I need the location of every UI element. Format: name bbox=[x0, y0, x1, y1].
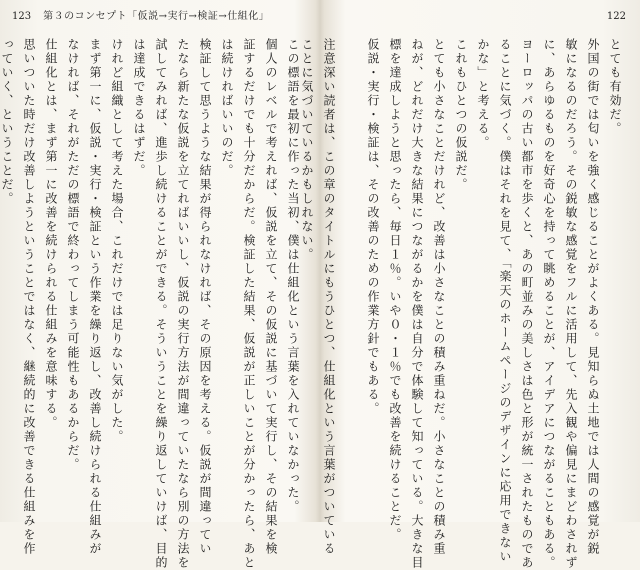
text-line: この標語を最初に作った当初、僕は仕組化という言葉を入れていなかった。 bbox=[286, 38, 300, 514]
text-line: かな」と考える。 bbox=[476, 38, 490, 150]
text-line: たなら新たな仮説を立てればいいし、仮説の実行方法が間違っていたなら別の方法を bbox=[176, 38, 190, 570]
text-line: は達成できるはずだ。 bbox=[132, 38, 146, 178]
text-line: これもひとつの仮説だ。 bbox=[454, 38, 468, 192]
text-line: 試してみれば、進歩し続けることができる。そういうことを繰り返していけば、目的 bbox=[154, 38, 168, 570]
text-line: 個人のレベルで考えれば、仮説を立て、その仮説に基づいて実行し、その結果を検 bbox=[264, 38, 278, 556]
text-line: けれど組織として考えた場合、これだけでは足りない気がした。 bbox=[110, 38, 124, 444]
text-line: ことに気づいているかもしれない。 bbox=[300, 38, 314, 262]
text-line: 証するだけでも十分だからだ。検証した結果、仮説が正しいことが分かったら、あと bbox=[242, 38, 256, 570]
text-line: 仮説・実行・検証は、その改善のための作業方針でもある。 bbox=[366, 38, 380, 416]
text-line: 仕組化とは、まず第一に改善を続けられる仕組みを意味する。 bbox=[44, 38, 58, 430]
text-line: っていく、ということだ。 bbox=[0, 38, 14, 206]
text-line: とても小さなことだけれど、改善は小さなことの積み重ねだ。小さなことの積み重 bbox=[432, 38, 446, 556]
right-page-body bbox=[296, 38, 626, 570]
right-page-number: 122 bbox=[606, 11, 626, 22]
left-page-number: 123 bbox=[12, 11, 32, 22]
text-line: 検証して思うような結果が得られなければ、その原因を考える。仮説が間違ってい bbox=[198, 38, 212, 556]
text-line: に、あらゆるものを好奇心を持って眺めることが、アイデアにつながることもある。 bbox=[542, 38, 556, 570]
text-line: 注意深い読者は、この章のタイトルにもうひとつ、仕組化という言葉がついている bbox=[322, 38, 336, 556]
text-line: 思いついた時だけ改善しようということではなく、継続的に改善できる仕組みを作 bbox=[22, 38, 36, 556]
text-line: 標を達成しようと思ったら、毎日１％。いや０・１％でも改善を続けることだ。 bbox=[388, 38, 402, 542]
right-running-head bbox=[607, 11, 626, 23]
text-line: まず第一に、仮説・実行・検証という作業を繰り返し、改善し続けられる仕組みが bbox=[88, 38, 102, 556]
paragraph-break bbox=[340, 38, 362, 518]
text-line: ねが、どれだけ大きな結果につながるかを僕は自分で体験して知っている。大きな目 bbox=[410, 38, 424, 570]
text-line: とても有効だ。 bbox=[608, 38, 622, 136]
text-line: 外国の街では匂いを強く感じることがよくある。見知らぬ土地では人間の感覚が鋭 bbox=[586, 38, 600, 556]
text-line: ヨーロッパの古い都市を歩くと、あの町並みの美しさは色と形が統一されたものであ bbox=[520, 38, 534, 570]
text-line: ることに気づく。僕はそれを見て、「楽天のホームページのデザインに応用できない bbox=[498, 38, 512, 564]
text-line: なければ、それがただの標語で終わってしまう可能性もあるからだ。 bbox=[66, 38, 80, 472]
text-line: 敏になるのだろう。その鋭敏な感覚をフルに活用して、先入観や偏見にまどわされず bbox=[564, 38, 578, 570]
left-running-head bbox=[12, 11, 269, 23]
chapter-running-head: 第３のコンセプト「仮説→実行→検証→仕組化」 bbox=[43, 11, 270, 22]
right-page bbox=[300, 0, 640, 570]
left-page-body bbox=[0, 38, 304, 570]
text-line: は続ければいいのだ。 bbox=[220, 38, 234, 178]
